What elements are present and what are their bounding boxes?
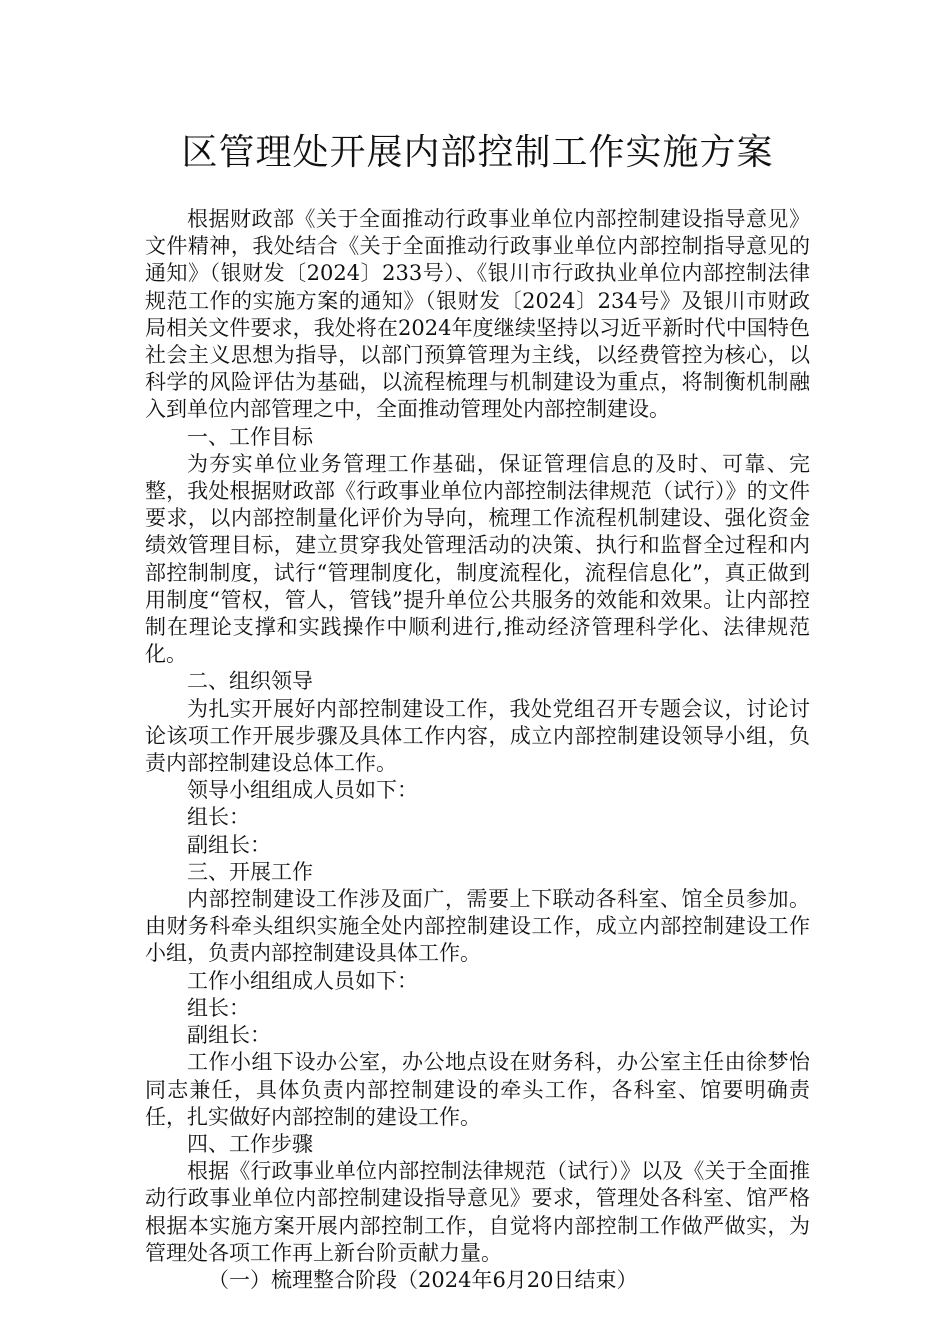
goals-paragraph: 为夯实单位业务管理工作基础，保证管理信息的及时、可靠、完整，我处根据财政部《行政事业单位内部控制法律规范（试行）》的文件要求，以内部控制量化评价为导向，梳理工作流程机制建设、强化资金绩效管理目标，建立贯穿我处管理活动的决策、执行和监督全过程和内部控制制度，试行“管理制度化，制度流程化，流程信息化”，真正做到用制度“管权，管人，管钱”提升单位公共服务的效能和效果。让内部控制在理论支撑和实践操作中顺利进行,推动经济管理科学化、法律规范化。 (145, 451, 810, 667)
intro-paragraph: 根据财政部《关于全面推动行政事业单位内部控制建设指导意见》文件精神，我处结合《关于全面推动行政事业单位内部控制指导意见的通知》（银财发〔2024〕233号）、《银川市行政执业单位内部控制法律规范工作的实施方案的通知》（银财发〔2024〕234号》及银川市财政局相关文件要求，我处将在2024年度继续坚持以习近平新时代中国特色社会主义思想为指导，以部门预算管理为主线，以经费管控为核心，以科学的风险评估为基础，以流程梳理与机制建设为重点，将制衡机制融入到单位内部管理之中，全面推动管理处内部控制建设。 (145, 207, 810, 422)
section-heading-work: 三、开展工作 (187, 859, 313, 884)
leadership-group-leader: 组长： (187, 805, 250, 830)
subsection-heading-stage-one: （一）梳理整合阶段（2024年6月20日结束） (208, 1267, 638, 1292)
office-paragraph: 工作小组下设办公室，办公地点设在财务科，办公室主任由徐梦怡同志兼任，具体负责内部控制建设的牵头工作，各科室、馆要明确责任，扎实做好内部控制的建设工作。 (145, 1050, 810, 1129)
document-body (145, 206, 810, 1294)
work-paragraph: 内部控制建设工作涉及面广，需要上下联动各科室、馆全员参加。由财务科牵头组织实施全处内部控制建设工作，成立内部控制建设工作小组，负责内部控制建设具体工作。 (145, 887, 810, 966)
section-heading-steps: 四、工作步骤 (187, 1131, 313, 1156)
work-group-deputy-leader: 副组长： (187, 1023, 271, 1048)
organization-paragraph: 为扎实开展好内部控制建设工作，我处党组召开专题会议，讨论讨论该项工作开展步骤及具体工作内容，成立内部控制建设领导小组，负责内部控制建设总体工作。 (145, 696, 810, 776)
section-heading-organization: 二、组织领导 (187, 669, 313, 694)
section-heading-goals: 一、工作目标 (187, 424, 313, 449)
work-group-members-label: 工作小组组成人员如下： (187, 968, 418, 993)
page-title: 区管理处开展内部控制工作实施方案 (181, 132, 774, 173)
steps-paragraph: 根据《行政事业单位内部控制法律规范（试行）》以及《关于全面推动行政事业单位内部控制建设指导意见》要求，管理处各科室、馆严格根据本实施方案开展内部控制工作，自觉将内部控制工作做严做实，为管理处各项工作再上新台阶贡献力量。 (145, 1159, 810, 1265)
leadership-group-members-label: 领导小组组成人员如下： (187, 778, 418, 803)
leadership-group-deputy-leader: 副组长： (187, 832, 271, 857)
work-group-leader: 组长： (187, 995, 250, 1020)
